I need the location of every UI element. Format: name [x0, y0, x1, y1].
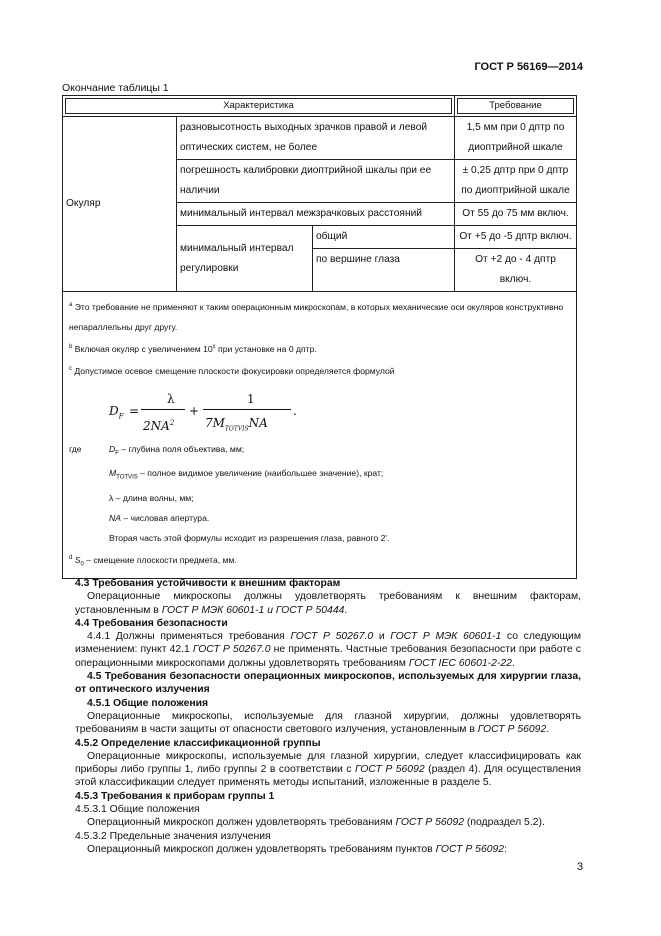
standard-header: ГОСТ Р 56169—2014	[474, 61, 583, 73]
sub-characteristic-cell: общий	[313, 226, 455, 249]
page-number: 3	[577, 861, 584, 873]
table-notes-row	[63, 292, 577, 579]
table-row	[63, 117, 577, 160]
paragraph: Операционные микроскопы, используемые для глазной хирургии, следует классифицировать как приборы либо группы 1, либо группы 2 в соответствии с ГОСТ Р 56092 (раздел 4). Для осуществления этой классификации следует применять методы испытаний, изложенные в разделе 5.	[75, 750, 582, 789]
requirement-cell: От +5 до -5 дптр включ.	[455, 226, 577, 249]
characteristic-cell: минимальный интервал межзрачковых расстояний	[177, 203, 455, 226]
document-body	[75, 577, 581, 856]
requirement-cell: 1,5 мм при 0 дптр по диоптрийной шкале	[455, 117, 577, 160]
note-d: $^d$ $S_0$ – смещение плоскости предмета, мм.	[69, 554, 237, 568]
column-header-requirement: Требование	[457, 98, 574, 114]
requirement-cell: От +2 до - 4 дптр включ.	[455, 249, 577, 292]
sub-characteristic-cell: по вершине глаза	[313, 249, 455, 292]
characteristic-cell: минимальный интервал регулировки	[177, 226, 313, 292]
heading-4-5-3-2: 4.5.3.2 Предельные значения излучения	[75, 830, 271, 842]
heading-4-3: 4.3 Требования устойчивости к внешним факторам	[75, 578, 341, 589]
note-b: $^b$ Включая окуляр с увеличением $10^х$ при установке на 0 дптр.	[69, 343, 317, 354]
column-header-characteristic: Характеристика	[65, 98, 452, 114]
heading-4-4: 4.4 Требования безопасности	[75, 617, 228, 629]
heading-4-5-3: 4.5.3 Требования к приборам группы 1	[75, 790, 275, 802]
characteristic-cell: погрешность калибровки диоптрийной шкалы при ее наличии	[177, 160, 455, 203]
formula-legend: где $D_F$ – глубина поля объектива, мм; $M_{TOTVIS}$ – полное видимое увеличение (наибольшее значение), крат; λ – длина волны, мм; NA – числовая апертура. Вторая часть этой формулы исходит из разрешения глаза, равного 2'.	[69, 443, 390, 544]
paragraph: Операционный микроскоп должен удовлетворять требованиям пунктов ГОСТ Р 56092:	[87, 843, 507, 855]
table-continuation-caption: Окончание таблицы 1	[62, 82, 169, 94]
requirements-table	[62, 95, 577, 579]
heading-4-5-2: 4.5.2 Определение классификационной группы	[75, 737, 321, 749]
note-a: $^а$ Это требование не применяют к таким операционным микроскопам, в которых механические оси окуляров конструктивно непараллельны друг другу.	[69, 301, 564, 332]
heading-4-5: 4.5 Требования безопасности операционных микроскопов, используемых для хирургии глаза, от оптического излучения	[75, 671, 581, 696]
paragraph: Операционный микроскоп должен удовлетворять требованиям ГОСТ Р 56092 (подраздел 5.2).	[87, 817, 545, 829]
heading-4-5-1: 4.5.1 Общие положения	[87, 697, 209, 709]
requirement-cell: ± 0,25 дптр при 0 дптр по диоптрийной шкале	[455, 160, 577, 203]
focus-shift-formula: $D_F$ = λ $2NA^2$ + 1 $7M_{TOTVIS}NA$ .	[109, 391, 297, 433]
table-notes	[63, 292, 577, 579]
table-header-row	[63, 96, 577, 117]
note-c: $^c$ Допустимое осевое смещение плоскости фокусировки определяется формулой	[69, 365, 395, 376]
characteristic-cell: разновысотность выходных зрачков правой и левой оптических систем, не более	[177, 117, 455, 160]
paragraph: Операционные микроскопы должны удовлетворять требованиям к внешним факторам, установленным в ГОСТ Р МЭК 60601-1 и ГОСТ Р 50444.	[75, 591, 581, 616]
paragraph: Операционные микроскопы, используемые для глазной хирургии, должны удовлетворять требованиям в части защиты от опасности светового излучения, установленным в ГОСТ Р 56092.	[75, 710, 581, 736]
requirement-cell: От 55 до 75 мм включ.	[455, 203, 577, 226]
heading-4-5-3-1: 4.5.3.1 Общие положения	[75, 804, 200, 816]
group-cell-eyepiece: Окуляр	[63, 117, 177, 292]
paragraph: 4.4.1 Должны применяться требования ГОСТ Р 50267.0 и ГОСТ Р МЭК 60601-1 со следующим изменением: пункт 42.1 ГОСТ Р 50267.0 не применять. Частные требования безопасности при работе с операционными микроскопами должны удовлетворять требованиям ГОСТ IEC 60601-2-22.	[75, 631, 582, 669]
